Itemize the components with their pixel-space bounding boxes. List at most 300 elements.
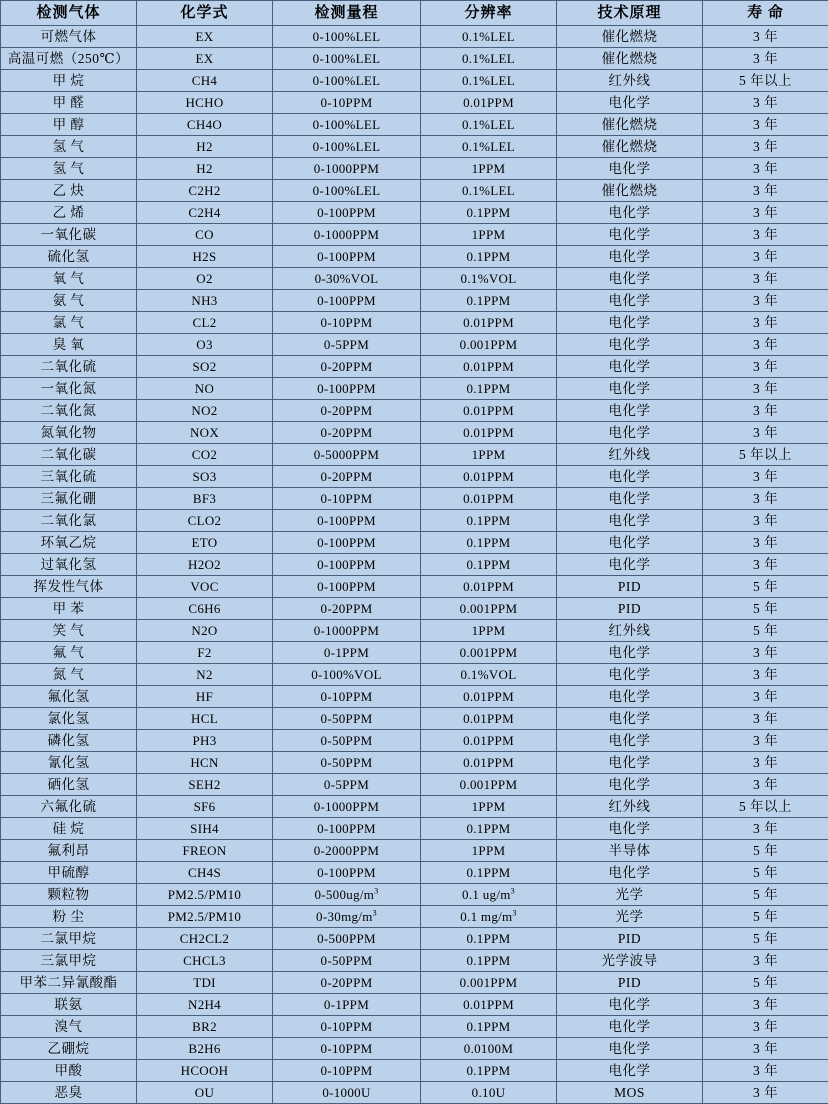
cell-formula: CHCL3 xyxy=(137,950,273,972)
cell-gas: 二氯甲烷 xyxy=(1,928,137,950)
cell-formula: EX xyxy=(137,26,273,48)
cell-resolution: 1PPM xyxy=(421,444,557,466)
cell-gas: 二氧化氯 xyxy=(1,510,137,532)
cell-range: 0-100%VOL xyxy=(273,664,421,686)
table-row xyxy=(1,180,828,202)
cell-formula: N2H4 xyxy=(137,994,273,1016)
cell-principle: 电化学 xyxy=(557,752,703,774)
cell-resolution: 0.01PPM xyxy=(421,400,557,422)
cell-principle: 电化学 xyxy=(557,202,703,224)
cell-range: 0-1000U xyxy=(273,1082,421,1104)
cell-range: 0-100PPM xyxy=(273,378,421,400)
cell-gas: 氰化氢 xyxy=(1,752,137,774)
cell-principle: 光学 xyxy=(557,906,703,928)
table-row xyxy=(1,664,828,686)
table-row xyxy=(1,950,828,972)
cell-gas: 恶臭 xyxy=(1,1082,137,1104)
cell-principle: PID xyxy=(557,972,703,994)
cell-gas: 环氧乙烷 xyxy=(1,532,137,554)
cell-lifetime: 5 年 xyxy=(703,884,828,906)
cell-range: 0-1000PPM xyxy=(273,620,421,642)
cell-formula: F2 xyxy=(137,642,273,664)
cell-resolution: 0.1PPM xyxy=(421,202,557,224)
table-body xyxy=(1,26,828,1104)
cell-resolution: 0.1PPM xyxy=(421,246,557,268)
cell-gas: 氟利昂 xyxy=(1,840,137,862)
cell-range: 0-100%LEL xyxy=(273,26,421,48)
cell-resolution: 0.1%LEL xyxy=(421,180,557,202)
cell-gas: 甲苯二异氰酸酯 xyxy=(1,972,137,994)
cell-principle: MOS xyxy=(557,1082,703,1104)
cell-lifetime: 5 年 xyxy=(703,840,828,862)
cell-lifetime: 3 年 xyxy=(703,554,828,576)
table-row xyxy=(1,466,828,488)
cell-resolution: 0.1PPM xyxy=(421,532,557,554)
cell-principle: 电化学 xyxy=(557,1038,703,1060)
cell-formula: O2 xyxy=(137,268,273,290)
cell-gas: 甲硫醇 xyxy=(1,862,137,884)
cell-principle: 电化学 xyxy=(557,378,703,400)
cell-resolution: 0.01PPM xyxy=(421,752,557,774)
cell-formula: CH4O xyxy=(137,114,273,136)
cell-principle: 电化学 xyxy=(557,92,703,114)
cell-lifetime: 3 年 xyxy=(703,224,828,246)
table-row xyxy=(1,554,828,576)
cell-principle: 电化学 xyxy=(557,994,703,1016)
table-row xyxy=(1,1082,828,1104)
cell-range: 0-50PPM xyxy=(273,730,421,752)
cell-resolution: 0.1PPM xyxy=(421,378,557,400)
cell-range: 0-5PPM xyxy=(273,334,421,356)
table-row xyxy=(1,92,828,114)
cell-lifetime: 5 年 xyxy=(703,972,828,994)
cell-resolution: 0.01PPM xyxy=(421,730,557,752)
cell-principle: 电化学 xyxy=(557,862,703,884)
cell-lifetime: 5 年以上 xyxy=(703,796,828,818)
cell-formula: SEH2 xyxy=(137,774,273,796)
cell-gas: 二氧化硫 xyxy=(1,356,137,378)
cell-principle: 电化学 xyxy=(557,312,703,334)
cell-principle: 电化学 xyxy=(557,466,703,488)
cell-resolution: 0.01PPM xyxy=(421,422,557,444)
cell-range: 0-100PPM xyxy=(273,554,421,576)
cell-principle: 电化学 xyxy=(557,488,703,510)
cell-gas: 六氟化硫 xyxy=(1,796,137,818)
table-row xyxy=(1,400,828,422)
column-header-gas: 检测气体 xyxy=(1,1,137,26)
cell-range: 0-20PPM xyxy=(273,356,421,378)
cell-principle: 光学波导 xyxy=(557,950,703,972)
cell-range: 0-100PPM xyxy=(273,532,421,554)
cell-formula: NH3 xyxy=(137,290,273,312)
cell-lifetime: 5 年 xyxy=(703,576,828,598)
cell-principle: 电化学 xyxy=(557,268,703,290)
cell-gas: 甲 醛 xyxy=(1,92,137,114)
table-row xyxy=(1,1060,828,1082)
table-row xyxy=(1,730,828,752)
cell-lifetime: 3 年 xyxy=(703,466,828,488)
column-header-lifetime: 寿 命 xyxy=(703,1,828,26)
cell-lifetime: 5 年以上 xyxy=(703,444,828,466)
table-row xyxy=(1,312,828,334)
cell-resolution: 0.1PPM xyxy=(421,554,557,576)
cell-principle: 电化学 xyxy=(557,1016,703,1038)
cell-gas: 氮 气 xyxy=(1,664,137,686)
cell-resolution: 0.1PPM xyxy=(421,950,557,972)
cell-gas: 硫化氢 xyxy=(1,246,137,268)
cell-principle: 红外线 xyxy=(557,70,703,92)
table-row xyxy=(1,268,828,290)
cell-resolution: 1PPM xyxy=(421,224,557,246)
cell-lifetime: 3 年 xyxy=(703,92,828,114)
cell-resolution: 1PPM xyxy=(421,796,557,818)
cell-lifetime: 3 年 xyxy=(703,26,828,48)
cell-formula: H2 xyxy=(137,158,273,180)
cell-resolution: 0.1%LEL xyxy=(421,114,557,136)
cell-lifetime: 5 年以上 xyxy=(703,70,828,92)
cell-formula: OU xyxy=(137,1082,273,1104)
table-row xyxy=(1,620,828,642)
cell-lifetime: 3 年 xyxy=(703,994,828,1016)
table-row xyxy=(1,774,828,796)
cell-formula: H2 xyxy=(137,136,273,158)
cell-gas: 粉 尘 xyxy=(1,906,137,928)
table-row xyxy=(1,378,828,400)
cell-lifetime: 3 年 xyxy=(703,356,828,378)
cell-lifetime: 3 年 xyxy=(703,774,828,796)
cell-resolution: 0.1%VOL xyxy=(421,664,557,686)
cell-lifetime: 3 年 xyxy=(703,400,828,422)
cell-range: 0-1000PPM xyxy=(273,158,421,180)
cell-lifetime: 3 年 xyxy=(703,488,828,510)
cell-resolution: 0.1%LEL xyxy=(421,48,557,70)
cell-principle: 光学 xyxy=(557,884,703,906)
table-row xyxy=(1,994,828,1016)
table-row xyxy=(1,136,828,158)
cell-principle: 电化学 xyxy=(557,642,703,664)
cell-gas: 甲酸 xyxy=(1,1060,137,1082)
cell-formula: CO xyxy=(137,224,273,246)
cell-lifetime: 3 年 xyxy=(703,290,828,312)
cell-lifetime: 3 年 xyxy=(703,1038,828,1060)
cell-formula: C2H2 xyxy=(137,180,273,202)
cell-range: $0-30mg/m^3$ xyxy=(273,906,421,928)
cell-lifetime: 3 年 xyxy=(703,202,828,224)
cell-resolution: 0.1PPM xyxy=(421,928,557,950)
cell-lifetime: 5 年 xyxy=(703,620,828,642)
cell-lifetime: 3 年 xyxy=(703,664,828,686)
table-row xyxy=(1,202,828,224)
table-row xyxy=(1,26,828,48)
cell-principle: 红外线 xyxy=(557,796,703,818)
cell-formula: FREON xyxy=(137,840,273,862)
cell-principle: 催化燃烧 xyxy=(557,180,703,202)
table-row xyxy=(1,840,828,862)
cell-gas: 硅 烷 xyxy=(1,818,137,840)
cell-lifetime: 3 年 xyxy=(703,136,828,158)
cell-lifetime: 3 年 xyxy=(703,312,828,334)
cell-principle: PID xyxy=(557,928,703,950)
cell-gas: 三氧化硫 xyxy=(1,466,137,488)
cell-range: 0-100%LEL xyxy=(273,180,421,202)
table-row xyxy=(1,334,828,356)
cell-formula: C6H6 xyxy=(137,598,273,620)
cell-principle: 电化学 xyxy=(557,400,703,422)
cell-formula: SO3 xyxy=(137,466,273,488)
cell-range: 0-100PPM xyxy=(273,576,421,598)
cell-range: 0-100PPM xyxy=(273,290,421,312)
table-row xyxy=(1,444,828,466)
table-row xyxy=(1,224,828,246)
cell-formula: HCN xyxy=(137,752,273,774)
cell-gas: 一氧化氮 xyxy=(1,378,137,400)
cell-gas: 三氯甲烷 xyxy=(1,950,137,972)
cell-resolution: 1PPM xyxy=(421,158,557,180)
cell-principle: 电化学 xyxy=(557,224,703,246)
cell-range: 0-50PPM xyxy=(273,950,421,972)
cell-principle: 电化学 xyxy=(557,554,703,576)
cell-formula: ETO xyxy=(137,532,273,554)
cell-principle: 电化学 xyxy=(557,158,703,180)
cell-gas: 氯 气 xyxy=(1,312,137,334)
cell-gas: 氧 气 xyxy=(1,268,137,290)
cell-resolution: 0.1PPM xyxy=(421,818,557,840)
cell-range: 0-30%VOL xyxy=(273,268,421,290)
table-row xyxy=(1,158,828,180)
table-row xyxy=(1,290,828,312)
table-row xyxy=(1,576,828,598)
cell-gas: 氟 气 xyxy=(1,642,137,664)
cell-formula: CH4 xyxy=(137,70,273,92)
cell-principle: 催化燃烧 xyxy=(557,136,703,158)
cell-lifetime: 3 年 xyxy=(703,1016,828,1038)
table-row xyxy=(1,510,828,532)
cell-formula: HCL xyxy=(137,708,273,730)
header-row xyxy=(1,1,828,26)
cell-gas: 联氨 xyxy=(1,994,137,1016)
table-row xyxy=(1,488,828,510)
cell-gas: 甲 醇 xyxy=(1,114,137,136)
cell-resolution: 0.01PPM xyxy=(421,488,557,510)
cell-resolution: 0.01PPM xyxy=(421,312,557,334)
cell-principle: 红外线 xyxy=(557,620,703,642)
cell-resolution: 1PPM xyxy=(421,620,557,642)
cell-range: 0-20PPM xyxy=(273,422,421,444)
cell-resolution: 0.1PPM xyxy=(421,862,557,884)
cell-lifetime: 5 年 xyxy=(703,598,828,620)
cell-gas: 二氧化碳 xyxy=(1,444,137,466)
cell-formula: VOC xyxy=(137,576,273,598)
cell-gas: 乙硼烷 xyxy=(1,1038,137,1060)
cell-lifetime: 3 年 xyxy=(703,268,828,290)
cell-gas: 三氟化硼 xyxy=(1,488,137,510)
cell-principle: 电化学 xyxy=(557,334,703,356)
cell-range: 0-10PPM xyxy=(273,1038,421,1060)
cell-resolution: 0.01PPM xyxy=(421,686,557,708)
cell-range: 0-100%LEL xyxy=(273,70,421,92)
cell-principle: 电化学 xyxy=(557,730,703,752)
cell-range: 0-1PPM xyxy=(273,642,421,664)
cell-range: 0-100%LEL xyxy=(273,136,421,158)
cell-principle: 红外线 xyxy=(557,444,703,466)
cell-lifetime: 3 年 xyxy=(703,642,828,664)
table-row xyxy=(1,422,828,444)
cell-formula: N2O xyxy=(137,620,273,642)
cell-range: 0-100%LEL xyxy=(273,114,421,136)
table-row xyxy=(1,642,828,664)
cell-lifetime: 3 年 xyxy=(703,334,828,356)
cell-formula: SO2 xyxy=(137,356,273,378)
cell-lifetime: 3 年 xyxy=(703,1060,828,1082)
cell-lifetime: 3 年 xyxy=(703,532,828,554)
cell-range: 0-50PPM xyxy=(273,708,421,730)
cell-resolution: 0.001PPM xyxy=(421,334,557,356)
cell-resolution: 0.0100M xyxy=(421,1038,557,1060)
cell-resolution: 0.1 $mg/m^3$ xyxy=(421,906,557,928)
table-row xyxy=(1,818,828,840)
cell-resolution: 1PPM xyxy=(421,840,557,862)
cell-range: 0-100PPM xyxy=(273,510,421,532)
cell-principle: 电化学 xyxy=(557,532,703,554)
cell-range: 0-20PPM xyxy=(273,466,421,488)
column-header-principle: 技术原理 xyxy=(557,1,703,26)
cell-gas: 氯化氢 xyxy=(1,708,137,730)
cell-gas: 挥发性气体 xyxy=(1,576,137,598)
cell-gas: 笑 气 xyxy=(1,620,137,642)
cell-resolution: 0.10U xyxy=(421,1082,557,1104)
cell-resolution: 0.01PPM xyxy=(421,92,557,114)
table-row xyxy=(1,972,828,994)
cell-lifetime: 3 年 xyxy=(703,48,828,70)
cell-lifetime: 3 年 xyxy=(703,1082,828,1104)
cell-formula: EX xyxy=(137,48,273,70)
cell-range: 0-10PPM xyxy=(273,92,421,114)
cell-lifetime: 3 年 xyxy=(703,158,828,180)
cell-principle: 电化学 xyxy=(557,774,703,796)
cell-gas: 溴气 xyxy=(1,1016,137,1038)
cell-gas: 高温可燃（250℃） xyxy=(1,48,137,70)
table-row xyxy=(1,686,828,708)
cell-lifetime: 3 年 xyxy=(703,510,828,532)
cell-formula: HF xyxy=(137,686,273,708)
cell-formula: BF3 xyxy=(137,488,273,510)
cell-formula: CL2 xyxy=(137,312,273,334)
cell-range: 0-100%LEL xyxy=(273,48,421,70)
cell-gas: 氟化氢 xyxy=(1,686,137,708)
table-row xyxy=(1,1038,828,1060)
table-row xyxy=(1,906,828,928)
table-row xyxy=(1,246,828,268)
cell-range: $0-500ug/m^3$ xyxy=(273,884,421,906)
cell-range: 0-100PPM xyxy=(273,202,421,224)
cell-principle: 电化学 xyxy=(557,510,703,532)
cell-formula: NOX xyxy=(137,422,273,444)
cell-formula: PM2.5/PM10 xyxy=(137,906,273,928)
cell-gas: 颗粒物 xyxy=(1,884,137,906)
cell-formula: B2H6 xyxy=(137,1038,273,1060)
cell-lifetime: 3 年 xyxy=(703,950,828,972)
cell-lifetime: 3 年 xyxy=(703,378,828,400)
cell-resolution: 0.001PPM xyxy=(421,642,557,664)
cell-principle: 电化学 xyxy=(557,290,703,312)
cell-gas: 氢 气 xyxy=(1,136,137,158)
cell-resolution: 0.001PPM xyxy=(421,774,557,796)
cell-formula: C2H4 xyxy=(137,202,273,224)
cell-range: 0-10PPM xyxy=(273,686,421,708)
cell-range: 0-500PPM xyxy=(273,928,421,950)
cell-resolution: 0.1 $ug/m^3$ xyxy=(421,884,557,906)
cell-principle: 电化学 xyxy=(557,356,703,378)
table-row xyxy=(1,114,828,136)
cell-principle: 半导体 xyxy=(557,840,703,862)
cell-range: 0-100PPM xyxy=(273,862,421,884)
cell-lifetime: 3 年 xyxy=(703,246,828,268)
cell-formula: TDI xyxy=(137,972,273,994)
cell-gas: 甲 苯 xyxy=(1,598,137,620)
cell-range: 0-2000PPM xyxy=(273,840,421,862)
table-row xyxy=(1,1016,828,1038)
table-row xyxy=(1,884,828,906)
table-row xyxy=(1,356,828,378)
cell-range: 0-1000PPM xyxy=(273,796,421,818)
cell-range: 0-100PPM xyxy=(273,818,421,840)
cell-principle: PID xyxy=(557,576,703,598)
cell-formula: CH2CL2 xyxy=(137,928,273,950)
cell-formula: CLO2 xyxy=(137,510,273,532)
cell-formula: BR2 xyxy=(137,1016,273,1038)
cell-resolution: 0.01PPM xyxy=(421,994,557,1016)
cell-principle: 电化学 xyxy=(557,422,703,444)
cell-lifetime: 3 年 xyxy=(703,752,828,774)
cell-formula: NO2 xyxy=(137,400,273,422)
cell-principle: 电化学 xyxy=(557,246,703,268)
cell-lifetime: 5 年 xyxy=(703,862,828,884)
cell-formula: NO xyxy=(137,378,273,400)
cell-lifetime: 3 年 xyxy=(703,114,828,136)
table-row xyxy=(1,532,828,554)
cell-range: 0-1PPM xyxy=(273,994,421,1016)
cell-lifetime: 5 年 xyxy=(703,906,828,928)
cell-range: 0-10PPM xyxy=(273,1016,421,1038)
column-header-resolution: 分辨率 xyxy=(421,1,557,26)
cell-resolution: 0.1%VOL xyxy=(421,268,557,290)
cell-range: 0-5000PPM xyxy=(273,444,421,466)
column-header-range: 检测量程 xyxy=(273,1,421,26)
cell-resolution: 0.1%LEL xyxy=(421,70,557,92)
cell-principle: 催化燃烧 xyxy=(557,48,703,70)
table-row xyxy=(1,70,828,92)
cell-range: 0-10PPM xyxy=(273,312,421,334)
table-row xyxy=(1,708,828,730)
table-row xyxy=(1,928,828,950)
cell-range: 0-20PPM xyxy=(273,400,421,422)
cell-resolution: 0.1PPM xyxy=(421,1060,557,1082)
cell-principle: 电化学 xyxy=(557,818,703,840)
cell-gas: 磷化氢 xyxy=(1,730,137,752)
cell-resolution: 0.1PPM xyxy=(421,1016,557,1038)
cell-gas: 硒化氢 xyxy=(1,774,137,796)
cell-formula: SIH4 xyxy=(137,818,273,840)
cell-resolution: 0.001PPM xyxy=(421,598,557,620)
cell-formula: HCOOH xyxy=(137,1060,273,1082)
cell-gas: 臭 氧 xyxy=(1,334,137,356)
cell-formula: O3 xyxy=(137,334,273,356)
cell-lifetime: 5 年 xyxy=(703,928,828,950)
cell-gas: 氨 气 xyxy=(1,290,137,312)
cell-range: 0-20PPM xyxy=(273,598,421,620)
cell-range: 0-50PPM xyxy=(273,752,421,774)
table-row xyxy=(1,48,828,70)
